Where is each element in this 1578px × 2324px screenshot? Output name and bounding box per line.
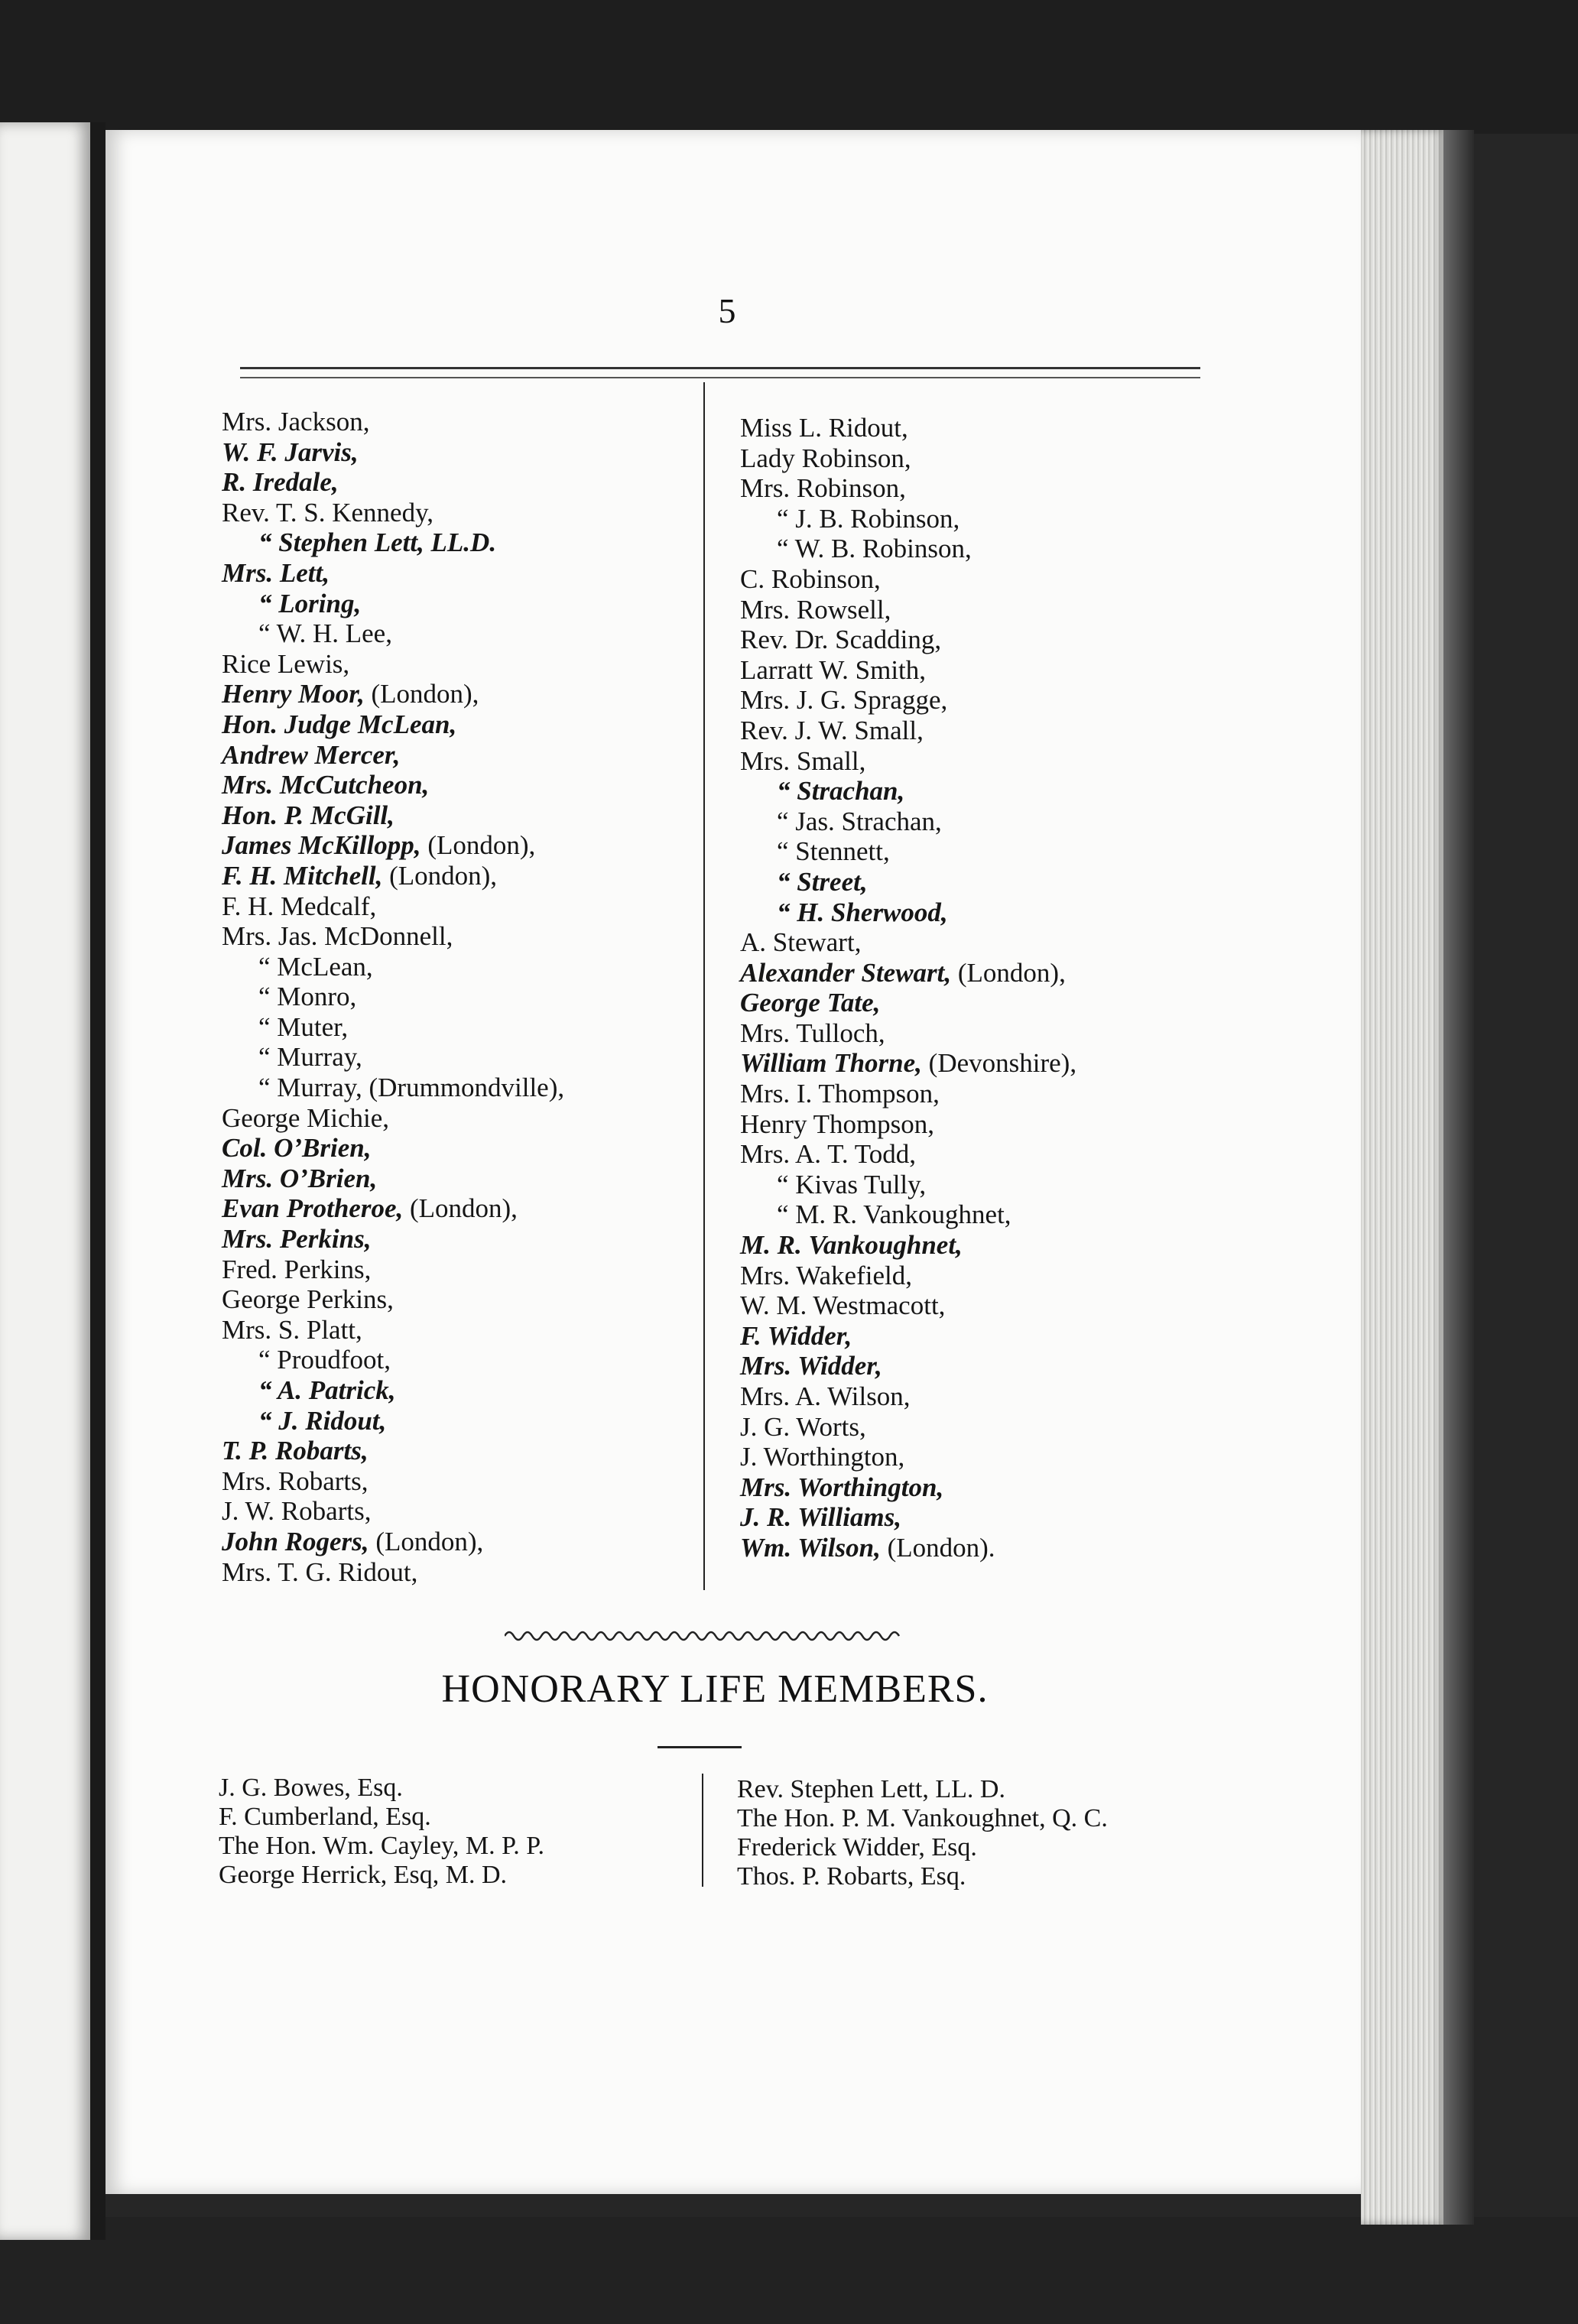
member-name: J. R. Williams, xyxy=(740,1502,902,1533)
member-entry xyxy=(222,1436,564,1466)
book-edge-shadow xyxy=(1443,130,1474,2225)
member-entry xyxy=(740,1321,1076,1352)
member-name: J. W. Robarts, xyxy=(222,1496,372,1527)
member-name: “ Muter, xyxy=(258,1011,349,1042)
member-name: “ McLean, xyxy=(258,951,373,982)
member-entry xyxy=(740,595,1076,625)
member-entry xyxy=(222,709,564,740)
member-name: Andrew Mercer, xyxy=(222,739,401,770)
member-name: Hon. P. McGill, xyxy=(222,800,394,830)
member-entry xyxy=(740,1290,1076,1321)
honorary-member-entry: Frederick Widder, Esq. xyxy=(737,1833,977,1861)
member-name: F. Widder, xyxy=(740,1320,852,1351)
member-name: Mrs. Worthington, xyxy=(740,1472,944,1502)
member-name: Mrs. J. G. Spragge, xyxy=(740,685,948,716)
member-name: “ Jas. Strachan, xyxy=(777,806,942,836)
member-name: Rev. Dr. Scadding, xyxy=(740,625,942,655)
member-name: Rev. T. S. Kennedy, xyxy=(222,497,434,527)
member-entry xyxy=(222,1284,564,1315)
member-entry xyxy=(222,1466,564,1497)
members-list-right xyxy=(740,413,1076,1563)
member-name: Mrs. Small, xyxy=(740,745,866,776)
member-location: (London), xyxy=(951,957,1066,988)
member-name: George Michie, xyxy=(222,1102,390,1133)
member-entry xyxy=(740,1109,1076,1140)
member-entry xyxy=(222,1375,564,1406)
honorary-member-entry: F. Cumberland, Esq. xyxy=(219,1803,431,1831)
member-entry xyxy=(740,867,1076,897)
member-entry xyxy=(740,1502,1076,1533)
member-entry xyxy=(222,1012,564,1043)
member-name: “ Loring, xyxy=(258,588,362,618)
member-entry xyxy=(222,1133,564,1164)
member-entry xyxy=(222,527,564,558)
member-name: A. Stewart, xyxy=(740,927,862,958)
honorary-members-heading: HONORARY LIFE MEMBERS. xyxy=(441,1667,989,1711)
member-entry xyxy=(740,443,1076,474)
member-name: Miss L. Ridout, xyxy=(740,413,908,443)
member-name: F. H. Mitchell, xyxy=(222,860,383,891)
member-entry xyxy=(740,776,1076,807)
member-entry xyxy=(740,807,1076,837)
member-name: Alexander Stewart, xyxy=(740,957,952,988)
honorary-member-entry: The Hon. P. M. Vankoughnet, Q. C. xyxy=(737,1804,1108,1832)
member-location: (London), xyxy=(364,679,479,709)
member-entry xyxy=(222,437,564,468)
member-name: Wm. Wilson, xyxy=(740,1532,881,1563)
member-name: “ Monro, xyxy=(258,982,357,1012)
member-name: “ W. H. Lee, xyxy=(258,618,392,649)
member-entry xyxy=(222,1103,564,1134)
member-entry xyxy=(222,1255,564,1285)
member-name: “ Street, xyxy=(777,866,868,897)
member-entry xyxy=(740,473,1076,504)
column-divider xyxy=(703,382,705,1590)
member-name: Mrs. Jas. McDonnell, xyxy=(222,921,453,952)
scan-background-bottom xyxy=(0,2217,1578,2324)
member-entry xyxy=(222,589,564,619)
member-name: George Tate, xyxy=(740,988,881,1018)
page-number: 5 xyxy=(718,291,736,330)
member-name: Mrs. A. T. Todd, xyxy=(740,1139,916,1170)
member-entry xyxy=(222,498,564,528)
member-location: (London). xyxy=(880,1532,995,1563)
honorary-column-divider xyxy=(702,1774,703,1887)
honorary-member-entry: Rev. Stephen Lett, LL. D. xyxy=(737,1775,1005,1803)
member-name: George Perkins, xyxy=(222,1284,394,1315)
member-entry xyxy=(740,534,1076,564)
member-name: Mrs. Robarts, xyxy=(222,1465,369,1496)
member-entry xyxy=(740,1230,1076,1261)
member-entry xyxy=(740,1351,1076,1381)
member-entry xyxy=(740,1533,1076,1563)
member-entry xyxy=(740,625,1076,655)
member-name: “ Murray, xyxy=(258,1042,362,1073)
member-entry xyxy=(222,1042,564,1073)
member-name: “ M. R. Vankoughnet, xyxy=(777,1199,1011,1230)
member-entry xyxy=(222,861,564,891)
member-name: Col. O’Brien, xyxy=(222,1133,372,1164)
member-name: F. H. Medcalf, xyxy=(222,891,377,921)
member-entry xyxy=(222,921,564,952)
member-name: “ J. Ridout, xyxy=(258,1405,387,1436)
member-name: Fred. Perkins, xyxy=(222,1254,372,1284)
member-name: “ Proudfoot, xyxy=(258,1345,391,1375)
member-entry xyxy=(222,1224,564,1255)
member-entry xyxy=(222,1073,564,1103)
member-entry xyxy=(222,1557,564,1588)
member-name: Mrs. A. Wilson, xyxy=(740,1381,911,1411)
member-name: Rev. J. W. Small, xyxy=(740,715,924,745)
member-name: W. F. Jarvis, xyxy=(222,437,359,467)
member-entry xyxy=(740,746,1076,777)
member-entry xyxy=(740,1170,1076,1200)
member-location: (London), xyxy=(420,830,536,861)
member-entry xyxy=(222,800,564,831)
member-entry xyxy=(222,1315,564,1345)
member-entry xyxy=(222,467,564,498)
honorary-member-entry: J. G. Bowes, Esq. xyxy=(219,1774,403,1802)
member-entry xyxy=(222,558,564,589)
member-name: Mrs. Wakefield, xyxy=(740,1260,912,1290)
member-entry xyxy=(222,1406,564,1436)
facing-page-edge xyxy=(0,122,90,2240)
member-entry xyxy=(222,679,564,709)
member-name: Mrs. Rowsell, xyxy=(740,594,891,625)
book-gutter xyxy=(90,122,106,2240)
member-name: John Rogers, xyxy=(222,1526,369,1556)
honorary-member-entry: George Herrick, Esq, M. D. xyxy=(219,1861,508,1889)
member-name: Henry Moor, xyxy=(222,679,365,709)
member-entry xyxy=(222,982,564,1012)
honorary-members-list-left xyxy=(219,1774,544,1890)
member-entry xyxy=(740,1079,1076,1109)
member-name: “ A. Patrick, xyxy=(258,1375,396,1405)
scan-background-top xyxy=(0,0,1578,134)
member-name: J. Worthington, xyxy=(740,1442,905,1472)
header-double-rule xyxy=(240,367,1200,378)
member-entry xyxy=(222,770,564,800)
member-name: Mrs. McCutcheon, xyxy=(222,770,430,800)
member-name: Lady Robinson, xyxy=(740,443,911,473)
member-name: C. Robinson, xyxy=(740,563,881,594)
member-location: (Devonshire), xyxy=(921,1048,1077,1079)
member-entry xyxy=(222,740,564,771)
honorary-member-entry: Thos. P. Robarts, Esq. xyxy=(737,1862,966,1891)
member-entry xyxy=(740,1442,1076,1472)
member-entry xyxy=(222,830,564,861)
member-entry xyxy=(740,716,1076,746)
member-entry xyxy=(222,1193,564,1224)
member-entry xyxy=(222,891,564,922)
member-name: Mrs. Jackson, xyxy=(222,407,370,437)
member-name: “ W. B. Robinson, xyxy=(777,534,972,564)
member-name: James McKillopp, xyxy=(222,830,421,861)
member-name: “ Stephen Lett, LL.D. xyxy=(258,527,497,558)
member-entry xyxy=(222,1527,564,1557)
member-name: T. P. Robarts, xyxy=(222,1436,369,1466)
member-entry xyxy=(740,1018,1076,1049)
member-entry xyxy=(740,1381,1076,1412)
wavy-ornament-divider xyxy=(505,1625,902,1644)
members-list-left xyxy=(222,407,564,1587)
member-entry xyxy=(740,836,1076,867)
member-entry xyxy=(740,927,1076,958)
member-name: Mrs. T. G. Ridout, xyxy=(222,1556,418,1587)
member-name: Larratt W. Smith, xyxy=(740,654,927,685)
member-name: William Thorne, xyxy=(740,1048,922,1079)
member-name: “ J. B. Robinson, xyxy=(777,503,960,534)
member-entry xyxy=(222,952,564,982)
member-name: Evan Protheroe, xyxy=(222,1193,404,1224)
member-entry xyxy=(740,413,1076,443)
member-entry xyxy=(740,564,1076,595)
member-name: “ Kivas Tully, xyxy=(777,1169,927,1199)
member-name: J. G. Worts, xyxy=(740,1411,866,1442)
member-entry xyxy=(740,685,1076,716)
member-location: (London), xyxy=(369,1526,484,1556)
member-entry xyxy=(740,1412,1076,1443)
member-entry xyxy=(740,1139,1076,1170)
member-entry xyxy=(740,655,1076,686)
member-entry xyxy=(222,618,564,649)
member-entry xyxy=(740,1261,1076,1291)
member-name: Mrs. O’Brien, xyxy=(222,1163,378,1193)
member-name: Mrs. Perkins, xyxy=(222,1224,372,1255)
member-entry xyxy=(222,1164,564,1194)
member-entry xyxy=(740,988,1076,1018)
member-entry xyxy=(222,649,564,680)
member-name: “ Strachan, xyxy=(777,776,905,807)
member-entry xyxy=(740,1199,1076,1230)
member-name: W. M. Westmacott, xyxy=(740,1290,946,1321)
honorary-members-list-right xyxy=(737,1775,1108,1891)
member-entry xyxy=(740,504,1076,534)
member-location: (London), xyxy=(382,860,498,891)
member-name: Mrs. Robinson, xyxy=(740,473,906,504)
member-entry xyxy=(222,407,564,437)
member-location: (London), xyxy=(403,1193,518,1224)
member-entry xyxy=(740,1472,1076,1503)
member-entry xyxy=(222,1496,564,1527)
member-name: Mrs. Widder, xyxy=(740,1351,882,1381)
member-entry xyxy=(222,1345,564,1375)
member-name: M. R. Vankoughnet, xyxy=(740,1230,963,1261)
member-name: Mrs. I. Thompson, xyxy=(740,1079,940,1109)
member-name: Mrs. Lett, xyxy=(222,557,330,588)
member-name: Henry Thompson, xyxy=(740,1108,935,1139)
member-name: Hon. Judge McLean, xyxy=(222,709,457,739)
member-name: Mrs. S. Platt, xyxy=(222,1314,362,1345)
page-stack-edges xyxy=(1361,130,1445,2225)
member-name: Mrs. Tulloch, xyxy=(740,1018,885,1048)
member-entry xyxy=(740,1048,1076,1079)
member-entry xyxy=(740,897,1076,928)
member-name: “ H. Sherwood, xyxy=(777,897,948,927)
member-name: “ Murray, (Drummondville), xyxy=(258,1073,565,1103)
member-name: R. Iredale, xyxy=(222,467,339,498)
member-name: “ Stennett, xyxy=(777,836,890,867)
member-entry xyxy=(740,958,1076,988)
member-name: Rice Lewis, xyxy=(222,648,350,679)
honorary-member-entry: The Hon. Wm. Cayley, M. P. P. xyxy=(219,1832,544,1860)
heading-underline-rule xyxy=(658,1746,742,1748)
